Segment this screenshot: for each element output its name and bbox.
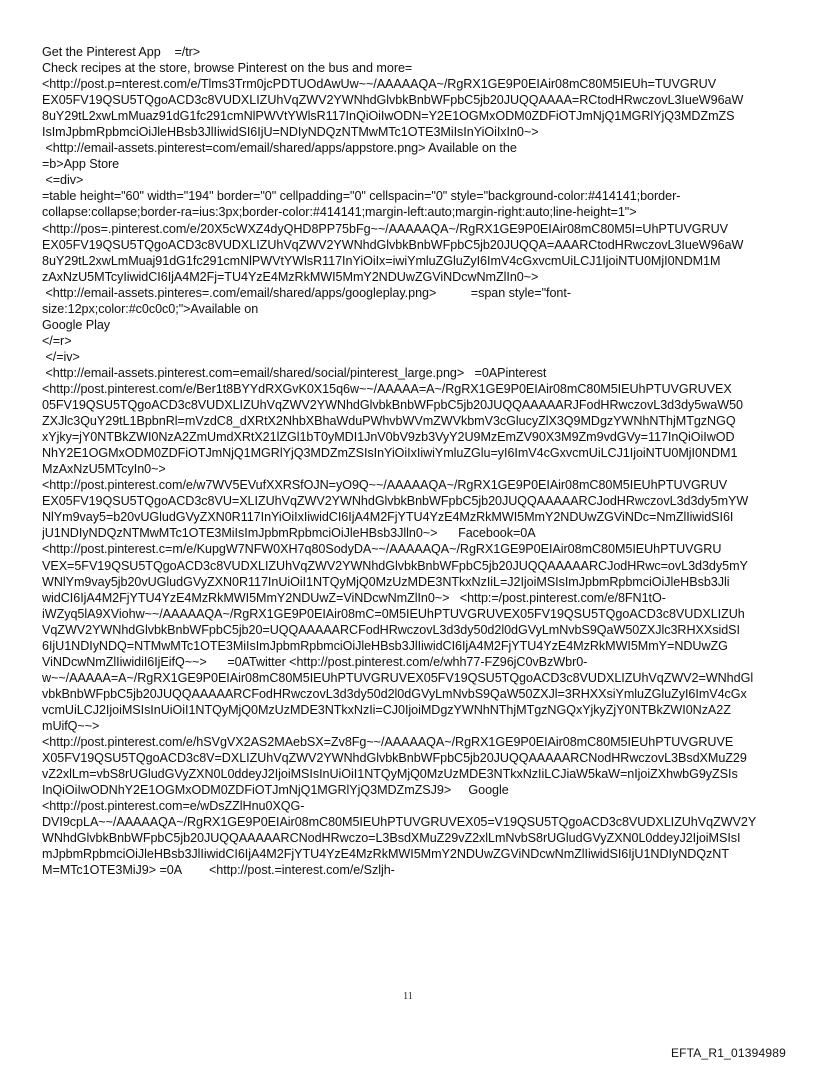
text-line: <http://post.p=nterest.com/e/Tlms3Trm0jcPDTUOdAwUw~~/AAAAAQA~/RgRX1GE9P0EIAir08mC80M5IEUh=TUVGRUV	[42, 77, 717, 92]
text-line: <=div>	[42, 173, 84, 188]
document-id: EFTA_R1_01394989	[670, 1046, 786, 1060]
text-line: EX05FV19QSU5TQgoACD3c8VUDXLIZUhVqZWV2YWNhdGlvbkBnbWFpbC5jb20JUQQAAAA=RCtodHRwczovL3IueW96aW	[42, 93, 744, 108]
text-line: vZ2xlLm=vbS8rUGludGVyZXN0L0ddeyJ2IjoiMSIsInUiOiI1NTQyMjQ0MzUzMDE3NTkxNzIiLCJiaW5kaW=nIjoiZXhwbG9yZSIs	[42, 767, 738, 782]
text-line: DVI9cpLA~~/AAAAAQA~/RgRX1GE9P0EIAir08mC80M5IEUhPTUVGRUVEX05=V19QSU5TQgoACD3c8VUDXLIZUhVqZWV2Y	[42, 815, 757, 830]
text-line: M=MTc1OTE3MiJ9> =0A <http://post.=interest.com/e/Szljh-	[42, 863, 395, 878]
text-line: <http://email-assets.pinterest=com/email/shared/apps/appstore.png> Available on the	[42, 141, 517, 156]
text-line: widCI6IjA4M2FjYTU4YzE4MzRkMWI5MmY2NDUwZ=ViNDcwNmZlIn0~> <http:=/post.pinterest.com/e/8FN1tO-	[42, 590, 666, 605]
text-line: Check recipes at the store, browse Pinterest on the bus and more=	[42, 61, 413, 76]
text-line: <http://post.pinterest.com/e/hSVgVX2AS2MAebSX=Zv8Fg~~/AAAAAQA~/RgRX1GE9P0EIAir08mC80M5IEUhPTUVGRUVE	[42, 735, 734, 750]
text-line: mJpbmRpbmciOiJleHBsb3JlIiwidCI6IjA4M2FjYTU4YzE4MzRkMWI5MmY2NDUwZGViNDcwNmZlIiwidSI6IjU1NDIyNDQzNT	[42, 847, 729, 862]
text-line: </=r>	[42, 333, 72, 348]
text-line: zAxNzU5MTcyIiwidCI6IjA4M2Fj=TU4YzE4MzRkMWI5MmY2NDUwZGViNDcwNmZlIn0~>	[42, 269, 539, 284]
text-line: w~~/AAAAA=A~/RgRX1GE9P0EIAir08mC80M5IEUhPTUVGRUVEX05FV19QSU5TQgoACD3c8VUDXLIZUhVqZWV2=WNhdGl	[42, 670, 754, 685]
text-line: MzAxNzU5MTcyIn0~>	[42, 462, 166, 477]
text-line: WNlYm9vay5jb20vUGludGVyZXN0R117InUiOiI1NTQyMjQ0MzUzMDE3NTkxNzIiL=J2IjoiMSIsImJpbmRpbmciOiJleHBsb3Jli	[42, 574, 730, 589]
text-line: WNhdGlvbkBnbWFpbC5jb20JUQQAAAAARCNodHRwczo=L3BsdXMuZ29vZ2xlLmNvbS8rUGludGVyZXN0L0ddeyJ2IjoiMSIsI	[42, 831, 741, 846]
text-line: VqZWV2YWNhdGlvbkBnbWFpbC5jb20=UQQAAAAARCFodHRwczovL3d3dy50d2l0dGVyLmNvbS9QaW50ZXJlc3RHXXsidSI	[42, 622, 740, 637]
text-line: ZXJlc3QuY29tL1BpbnRl=mVzdC8_dXRtX2NhbXBhaWduPWhvbWVmZWVkbmV3cGlucyZlX3Q9MDgzYWNhNThjMTgzNGQ	[42, 414, 736, 429]
text-line: <http://post.pinterest.c=m/e/KupgW7NFW0XH7q80SodyDA~~/AAAAAQA~/RgRX1GE9P0EIAir08mC80M5IEUhPTUVGRU	[42, 542, 722, 557]
text-line: <http://email-assets.pinteres=.com/email/shared/apps/googleplay.png> =span style="font-	[42, 285, 571, 300]
text-line: vcmUiLCJ2IjoiMSIsInUiOiI1NTQyMjQ0MzUzMDE3NTkxNzIi=CJ0IjoiMDgzYWNhNThjMTgzNGQxYjkyZjY0NTBkZWI0NzA2Z	[42, 702, 731, 717]
text-line: mUifQ~~>	[42, 718, 100, 733]
text-line: EX05FV19QSU5TQgoACD3c8VUDXLIZUhVqZWV2YWNhdGlvbkBnbWFpbC5jb20JUQQA=AAARCtodHRwczovL3IueW96aW	[42, 237, 744, 252]
text-line: size:12px;color:#c0c0c0;">Available on	[42, 301, 259, 316]
text-line: collapse:collapse;border-ra=ius:3px;border-color:#414141;margin-left:auto;margin-right:auto;line-height=1">	[42, 205, 637, 220]
text-line: 8uY29tL2xwLmMuaj91dG1fc291cmNlPWVtYWlsR117InYiOiIx=iwiYmluZGluZyI6ImV4cGxvcmUiLCJ1IjoiNTU0MjI0NDM1M	[42, 253, 721, 268]
text-line: ViNDcwNmZlIiwidiI6IjEifQ~~> =0ATwitter <http://post.pinterest.com/e/whh77-FZ96jC0vBzWbr0-	[42, 654, 588, 669]
text-line: <http://post.pinterest.com/e/Ber1t8BYYdRXGvK0X15q6w~~/AAAAA=A~/RgRX1GE9P0EIAir08mC80M5IEUhPTUVGRUVEX	[42, 381, 732, 396]
text-line: InQiOiIwODNhY2E1OGMxODM0ZDFiOTJmNjQ1MGRlYjQ3MDZmZSJ9> Google	[42, 783, 509, 798]
text-line: EX05FV19QSU5TQgoACD3c8VU=XLIZUhVqZWV2YWNhdGlvbkBnbWFpbC5jb20JUQQAAAAARCJodHRwczovL3d3dy5mYW	[42, 494, 749, 509]
page-number: 11	[403, 991, 413, 1002]
text-line: Get the Pinterest App =/tr>	[42, 45, 201, 59]
text-line: <http://post.pinterest.com=e/wDsZZlHnu0XQG-	[42, 799, 305, 814]
text-line: 8uY29tL2xwLmMuaz91dG1fc291cmNlPWVtYWlsR117InQiOiIwODN=Y2E1OGMxODM0ZDFiOTJmNjQ1MGRlYjQ3MDZmZS	[42, 109, 735, 124]
text-line: IsImJpbmRpbmciOiJleHBsb3JlIiwidSI6IjU=NDIyNDQzNTMwMTc1OTE3MiIsInYiOiIxIn0~>	[42, 125, 539, 140]
text-line: X05FV19QSU5TQgoACD3c8V=DXLIZUhVqZWV2YWNhdGlvbkBnbWFpbC5jb20JUQQAAAAARCNodHRwczovL3BsdXMuZ29	[42, 751, 747, 766]
text-line: <http://email-assets.pinterest.com=email/shared/social/pinterest_large.png> =0APinterest	[42, 365, 547, 380]
text-line: <http://pos=.pinterest.com/e/20X5cWXZ4dyQHD8PP75bFg~~/AAAAAQA~/RgRX1GE9P0EIAir08mC80M5I=UhPTUVGRUV	[42, 221, 728, 236]
text-line: NlYm9vay5=b20vUGludGVyZXN0R117InYiOiIxIiwidCI6IjA4M2FjYTU4YzE4MzRkMWI5MmY2NDUwZGViNDc=NmZlIiwidSI6I	[42, 510, 734, 525]
text-line: 05FV19QSU5TQgoACD3c8VUDXLIZUhVqZWV2YWNhdGlvbkBnbWFpbC5jb20JUQQAAAAARJFodHRwczovL3d3dy5waW50	[42, 398, 743, 413]
text-line: xYjky=jY0NTBkZWI0NzA2ZmUmdXRtX21lZGl1bT0yMDI1JnV0bV9zb3VyY2U9MzEmZV90X3M9Zm9vdGVy=117InQiOiIwOD	[42, 430, 735, 445]
text-line: <http://post.pinterest.com/e/w7WV5EVufXXRSfOJN=yO9Q~~/AAAAAQA~/RgRX1GE9P0EIAir08mC80M5IEUhPTUVGRUV	[42, 478, 728, 493]
text-line: jU1NDIyNDQzNTMwMTc1OTE3MiIsImJpbmRpbmciOiJleHBsb3Jlln0~> Facebook=0A	[42, 526, 536, 541]
email-source-text	[42, 44, 786, 878]
text-line: =b>App Store	[42, 157, 120, 172]
text-line: 6IjU1NDIyNDQ=NTMwMTc1OTE3MiIsImJpbmRpbmciOiJleHBsb3JlIiwidCI6IjA4M2FjYTU4YzE4MzRkMWI5MmY=NDUwZG	[42, 638, 728, 653]
text-line: =table height="60" width="194" border="0" cellpadding="0" cellspacin="0" style="background-color:#414141;border-	[42, 189, 681, 204]
text-line: vbkBnbWFpbC5jb20JUQQAAAAARCFodHRwczovL3d3dy50d2l0dGVyLmNvbS9QaW50ZXJl=3RHXXsiYmluZGluZyI6ImV4cGx	[42, 686, 747, 701]
text-line: </=iv>	[42, 349, 80, 364]
text-line: NhY2E1OGMxODM0ZDFiOTJmNjQ1MGRlYjQ3MDZmZSIsInYiOiIxIiwiYmluZGlu=yI6ImV4cGxvcmUiLCJ1IjoiNTU0MjI0NDM1	[42, 446, 738, 461]
text-line: Google Play	[42, 317, 111, 332]
text-line: iWZyq5lA9XViohw~~/AAAAAQA~/RgRX1GE9P0EIAir08mC=0M5IEUhPTUVGRUVEX05FV19QSU5TQgoACD3c8VUDXLIZUh	[42, 606, 745, 621]
text-line: VEX=5FV19QSU5TQgoACD3c8VUDXLIZUhVqZWV2YWNhdGlvbkBnbWFpbC5jb20JUQQAAAAARCJodHRwc=ovL3d3dy5mY	[42, 558, 748, 573]
